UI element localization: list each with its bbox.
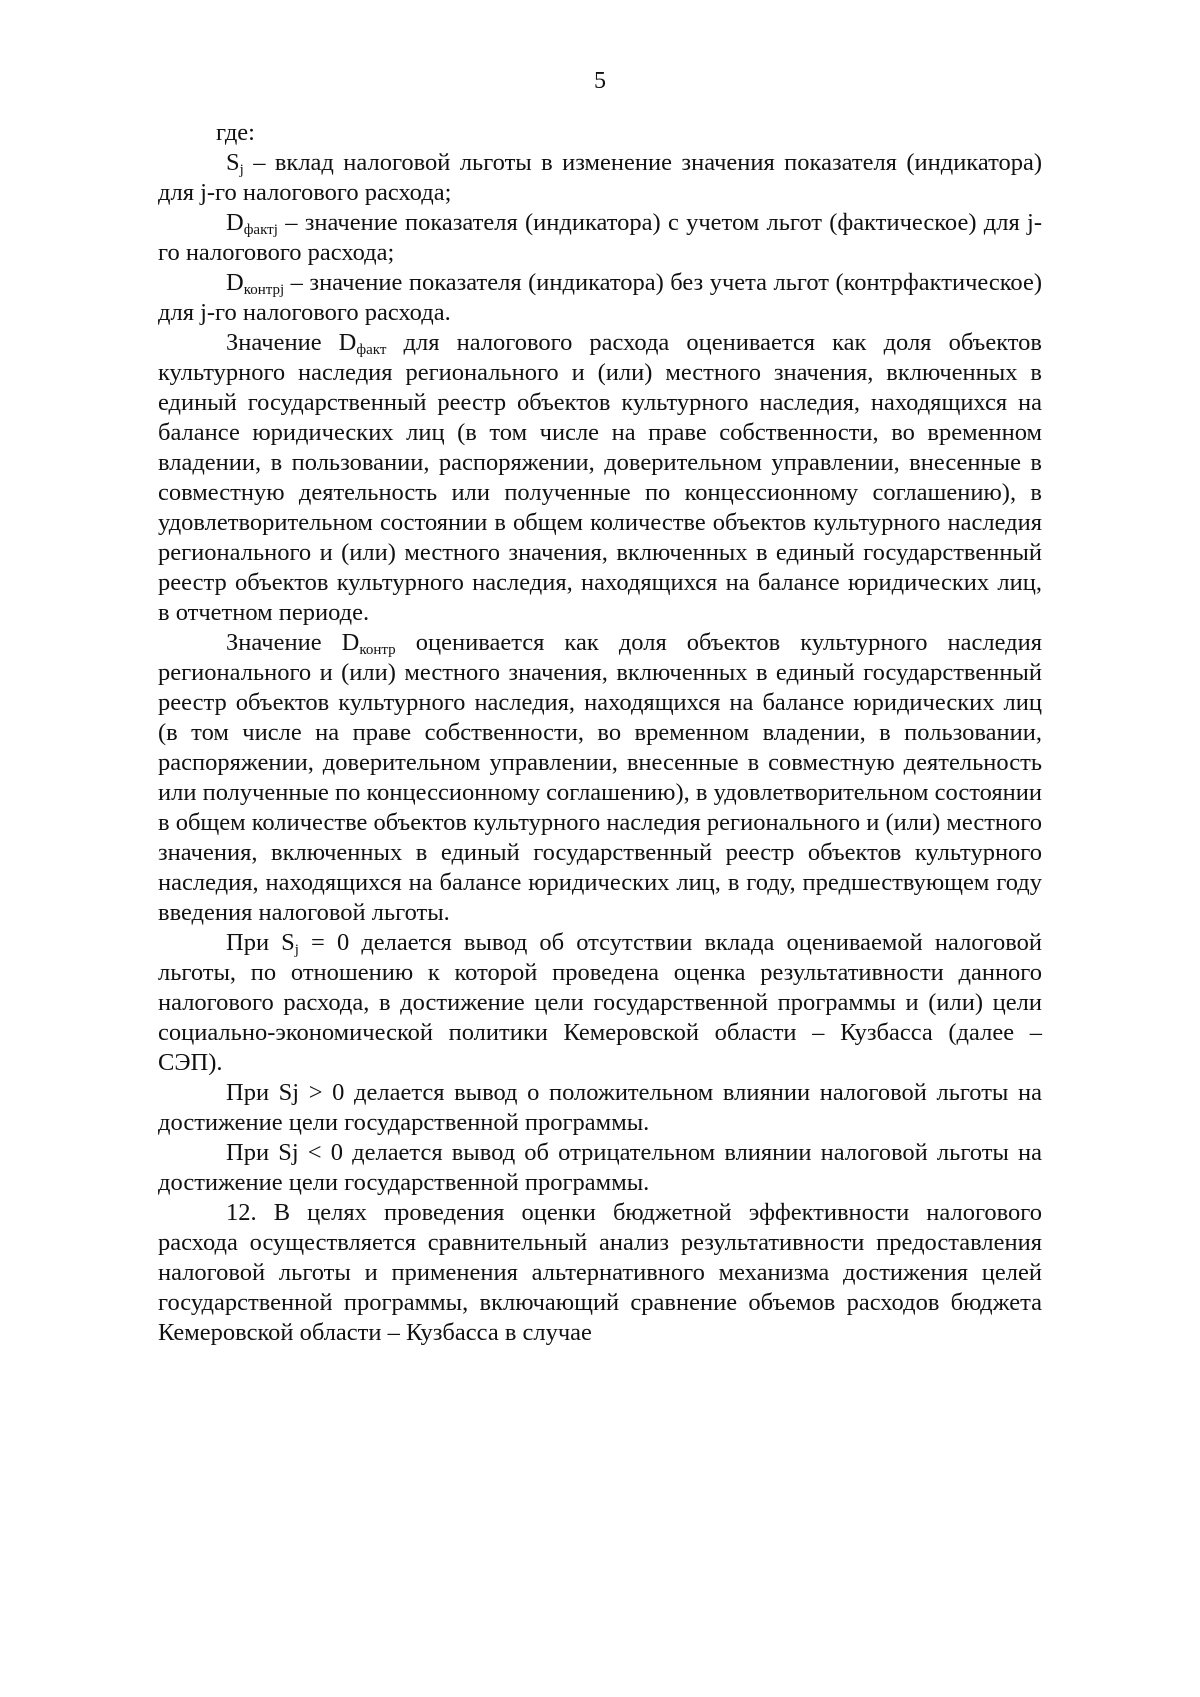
paragraph-dfact-prefix: Значение D <box>226 329 357 356</box>
paragraph-s-zero <box>158 928 1042 1078</box>
paragraph-dfact <box>158 328 1042 628</box>
symbol-d: D <box>226 269 244 296</box>
paragraph-dcontr-prefix: Значение D <box>226 629 360 656</box>
paragraph-s-positive: При Sj > 0 делается вывод о положительном влиянии налоговой льготы на достижение цели государственной программы. <box>158 1079 1042 1136</box>
paragraph-12: 12. В целях проведения оценки бюджетной эффективности налогового расхода осуществляется сравнительный анализ результативности предоставления налоговой льготы и применения альтернативного механизма достижения целей государственной программы, включающий сравнение объемов расходов бюджета Кемеровской области – Кузбасса в случае <box>158 1199 1042 1346</box>
definition-dfact <box>158 208 1042 268</box>
definition-dcontr <box>158 268 1042 328</box>
symbol-s: S <box>226 149 240 176</box>
page-number: 5 <box>594 68 606 94</box>
document-body <box>158 118 1042 1348</box>
paragraph-dfact-text: для налогового расхода оценивается как доля объектов культурного наследия регионального и (или) местного значения, включенных в единый государственный реестр объектов культурного наследия, находящихся на балансе юридических лиц (в том числе на праве собственности, во временном владении, в пользовании, распоряжении, доверительном управлении, внесенные в совместную деятельность или полученные по концессионному соглашению), в удовлетворительном состоянии в общем количестве объектов культурного наследия регионального и (или) местного значения, включенных в единый государственный реестр объектов культурного наследия, находящихся на балансе юридических лиц, в отчетном периоде. <box>158 329 1042 626</box>
where-label: где: <box>216 119 255 146</box>
subscript-factj: фактj <box>243 222 278 238</box>
definition-sj-text: – вклад налоговой льготы в изменение значения показателя (индикатора) для j-го налогового расхода; <box>158 149 1042 206</box>
paragraph-dcontr-text: оценивается как доля объектов культурного наследия регионального и (или) местного значения, включенных в единый государственный реестр объектов культурного наследия, находящихся на балансе юридических лиц (в том числе на праве собственности, во временном владении, в пользовании, распоряжении, доверительном управлении, внесенные в совместную деятельность или полученные по концессионному соглашению), в удовлетворительном состоянии в общем количестве объектов культурного наследия регионального и (или) местного значения, включенных в единый государственный реестр объектов культурного наследия, находящихся на балансе юридических лиц, в году, предшествующем году введения налоговой льготы. <box>158 629 1043 926</box>
paragraph-s-negative: При Sj < 0 делается вывод об отрицательном влиянии налоговой льготы на достижение цели государственной программы. <box>158 1139 1042 1196</box>
symbol-d: D <box>226 209 244 236</box>
paragraph-s-zero-prefix: При S <box>226 929 295 956</box>
definition-dfact-text: – значение показателя (индикатора) с учетом льгот (фактическое) для j-го налогового расхода; <box>158 209 1042 266</box>
subscript-j: j <box>294 942 299 958</box>
subscript-contr: контр <box>359 642 396 658</box>
subscript-j: j <box>239 162 244 178</box>
definition-sj <box>158 148 1042 208</box>
subscript-fact: факт <box>356 342 387 358</box>
definition-dcontr-text: – значение показателя (индикатора) без учета льгот (контрфактическое) для j-го налогового расхода. <box>158 269 1042 326</box>
paragraph-dcontr <box>158 628 1042 928</box>
paragraph-s-zero-text: = 0 делается вывод об отсутствии вклада оцениваемой налоговой льготы, по отношению к которой проведена оценка результативности данного налогового расхода, в достижение цели государственной программы и (или) цели социально-экономической политики Кемеровской области – Кузбасса (далее – СЭП). <box>158 929 1042 1076</box>
subscript-contrj: контрj <box>243 282 285 298</box>
